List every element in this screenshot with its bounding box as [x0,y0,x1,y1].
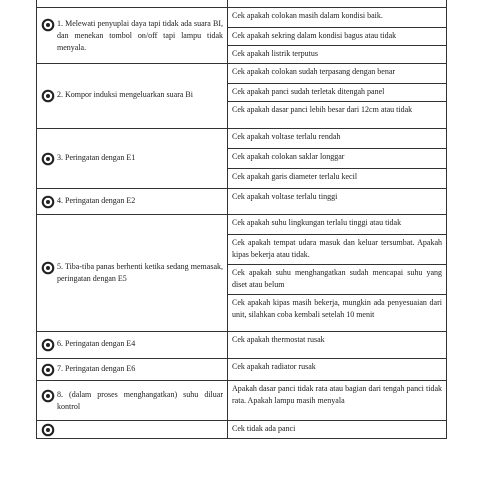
table-row [37,129,447,149]
issue-text: 2. Kompor induksi mengeluarkan suara Bi [57,90,193,99]
issue-text: 4. Peringatan dengan E2 [57,195,136,205]
check-cell: Cek apakah suhu lingkungan terlalu tinggi atau tidak [228,215,447,235]
check-cell: Cek apakah radiator rusak [228,359,447,381]
issue-text: 5. Tiba-tiba panas berhenti ketika sedang memasak, peringatan dengan E5 [57,262,223,283]
issue-cell [37,189,228,215]
issue-text: 3. Peringatan dengan E1 [57,152,136,162]
troubleshooting-table [36,0,447,439]
check-cell: Cek apakah listrik terputus [228,46,447,64]
warning-circle-icon [41,261,55,275]
check-cell: Cek apakah colokan masih dalam kondisi baik. [228,8,447,28]
table-row [37,0,447,8]
issue-cell [37,381,228,421]
warning-circle-icon [41,89,55,103]
check-cell: Cek apakah kipas masih bekerja, mungkin ada penyesuaian dari unit, silahkan coba kembali setelah 10 menit [228,295,447,332]
issue-cell [37,129,228,189]
table-row [37,359,447,381]
table-row [37,189,447,215]
check-cell: Cek apakah thermostat rusak [228,332,447,359]
table-row [37,332,447,359]
check-cell: Cek apakah colokan sudah terpasang dengan benar [228,64,447,84]
issue-cell [37,421,228,439]
table-row [37,64,447,84]
issue-cell [37,0,228,8]
issue-cell [37,8,228,64]
issue-cell [37,64,228,129]
issue-text: 8. (dalam proses menghangatkan) suhu diluar kontrol [57,389,223,411]
issue-cell [37,215,228,332]
table-row [37,8,447,28]
issue-cell [37,359,228,381]
issue-cell [37,332,228,359]
issue-text: 7. Peringatan dengan E6 [57,363,136,373]
warning-circle-icon [41,18,55,32]
check-cell: Cek apakah panci sudah terletak ditengah panel [228,84,447,102]
issue-text: 6. Peringatan dengan E4 [57,339,136,348]
check-cell: Cek apakah dasar panci lebih besar dari 12cm atau tidak [228,102,447,129]
check-cell: Cek apakah sekring dalam kondisi bagus atau tidak [228,28,447,46]
warning-circle-icon [41,195,55,209]
table-row [37,421,447,439]
check-cell [228,0,447,8]
check-cell: Cek tidak ada panci [228,421,447,439]
check-cell: Cek apakah voltase terlalu tinggi [228,189,447,215]
warning-circle-icon [41,338,55,352]
check-cell: Cek apakah garis diameter terlalu kecil [228,169,447,189]
warning-circle-icon [41,152,55,166]
check-cell: Cek apakah tempat udara masuk dan keluar tersumbat. Apakah kipas bekerja atau tidak. [228,235,447,265]
check-cell: Cek apakah voltase terlalu rendah [228,129,447,149]
warning-circle-icon [41,389,55,403]
check-cell: Cek apakah colokan saklar longgar [228,149,447,169]
warning-circle-icon [41,363,55,377]
check-cell: Apakah dasar panci tidak rata atau bagian dari tengah panci tidak rata. Apakah lampu masih menyala [228,381,447,421]
table-row [37,381,447,421]
table-row [37,215,447,235]
check-cell: Cek apakah suhu menghangatkan sudah mencapai suhu yang diset atau belum [228,265,447,295]
warning-circle-icon [41,423,55,437]
issue-text: 1. Melewati penyuplai daya tapi tidak ada suara BI, dan menekan tombol on/off tapi lampu tidak menyala. [57,18,223,52]
